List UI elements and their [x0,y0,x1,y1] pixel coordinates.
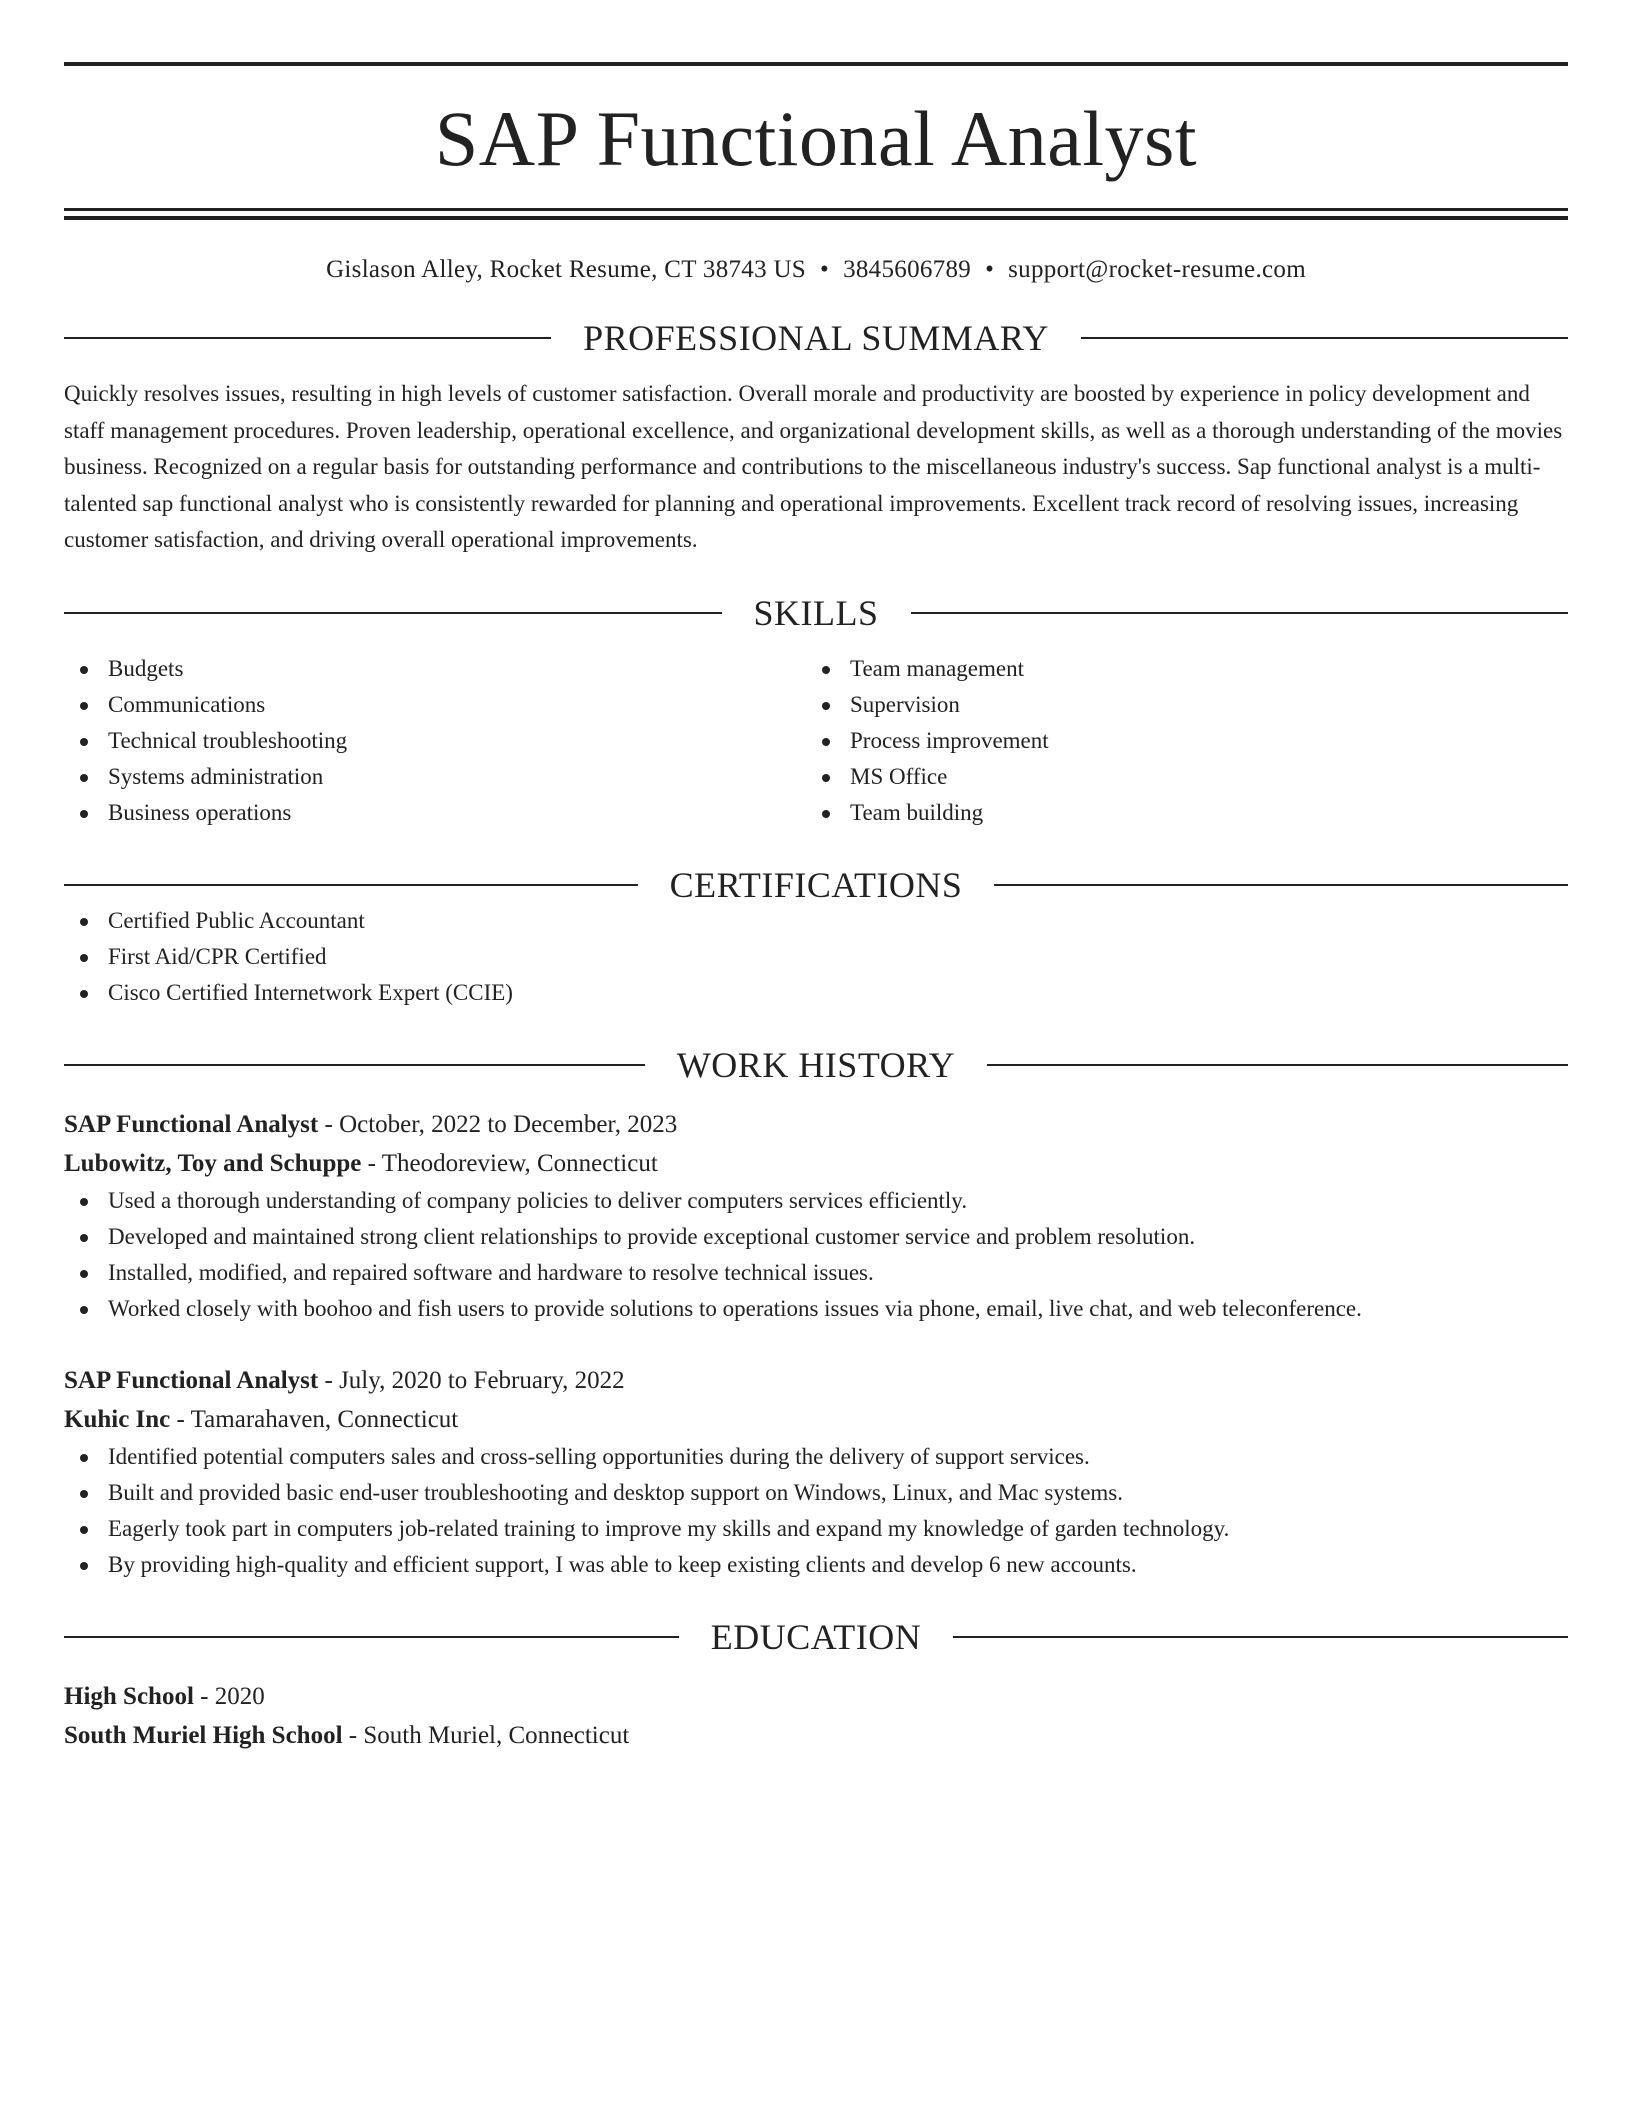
divider-line [911,612,1569,614]
contact-line [64,256,1568,284]
divider-line [64,337,551,339]
contact-separator: • [820,256,830,283]
dash: - [318,1110,340,1138]
certification-item: Certified Public Accountant [64,903,1568,939]
divider-line [987,1064,1568,1066]
divider-line [64,1064,645,1066]
work-history-heading [64,1044,1568,1085]
resume-title: SAP Functional Analyst [434,95,1198,182]
job-title-line [64,1105,1568,1144]
dash: - [342,1721,364,1749]
resume-page [64,62,1568,1755]
certification-item: First Aid/CPR Certified [64,939,1568,975]
dash: - [193,1682,215,1710]
education-degree: High School [64,1682,194,1710]
skill-item: Technical troubleshooting [64,723,806,759]
dash: - [170,1405,191,1433]
divider-line [64,612,722,614]
job-duty-item: Built and provided basic end-user troubleshooting and desktop support on Windows, Linux, and Mac systems. [64,1475,1568,1511]
section-title: PROFESSIONAL SUMMARY [583,318,1049,358]
skills-grid [64,651,1568,831]
skill-item: Team building [806,795,1548,831]
divider-line [1081,337,1568,339]
skill-item: Business operations [64,795,806,831]
skills-list-right [806,651,1548,831]
skill-item: MS Office [806,759,1548,795]
skill-item: Process improvement [806,723,1548,759]
job-dates: October, 2022 to December, 2023 [339,1110,678,1138]
section-title: SKILLS [753,592,879,633]
education-degree-line [64,1677,1568,1716]
contact-address: Gislason Alley, Rocket Resume, CT 38743 US [326,256,807,283]
job-entry [64,1105,1568,1327]
contact-email: support@rocket-resume.com [1008,256,1306,283]
job-company-line [64,1144,1568,1183]
contact-phone: 3845606789 [843,256,972,283]
job-duty-item: Developed and maintained strong client relationships to provide exceptional customer service and problem resolution. [64,1219,1568,1255]
divider-line [953,1636,1568,1638]
divider-line [64,884,638,886]
job-duty-item: Installed, modified, and repaired software and hardware to resolve technical issues. [64,1255,1568,1291]
job-title-line [64,1361,1568,1400]
job-duty-item: Used a thorough understanding of company policies to deliver computers services efficiently. [64,1183,1568,1219]
job-location: Theodoreview, Connecticut [381,1149,658,1177]
skill-item: Communications [64,687,806,723]
job-dates: July, 2020 to February, 2022 [339,1366,625,1394]
divider-line [994,884,1568,886]
header-double-rule [64,208,1568,220]
job-company-line [64,1400,1568,1439]
job-duty-item: Worked closely with boohoo and fish users to provide solutions to operations issues via phone, email, live chat, and web teleconference. [64,1291,1568,1327]
education-location: South Muriel, Connecticut [363,1721,630,1749]
education-heading [64,1616,1568,1657]
job-location: Tamarahaven, Connecticut [190,1405,459,1433]
job-duties-list [64,1183,1568,1327]
education-year: 2020 [214,1682,265,1710]
education-school: South Muriel High School [64,1721,343,1749]
contact-separator: • [985,256,995,283]
job-title: SAP Functional Analyst [64,1110,319,1138]
certifications-heading [64,864,1568,905]
header-top-rule [64,62,1568,66]
education-school-line [64,1716,1568,1755]
skill-item: Systems administration [64,759,806,795]
job-entry [64,1361,1568,1583]
skills-heading [64,592,1568,633]
job-title: SAP Functional Analyst [64,1366,319,1394]
certifications-list [64,903,1568,1011]
job-company: Lubowitz, Toy and Schuppe [64,1149,362,1177]
dash: - [318,1366,340,1394]
certification-item: Cisco Certified Internetwork Expert (CCIE) [64,975,1568,1011]
section-title: WORK HISTORY [676,1044,956,1085]
job-duty-item: Eagerly took part in computers job-related training to improve my skills and expand my knowledge of garden technology. [64,1511,1568,1547]
summary-text: Quickly resolves issues, resulting in high levels of customer satisfaction. Overall morale and productivity are boosted by experience in policy development and staff management procedures. Proven leadership, operational excellence, and organizational development skills, as well as a thorough understanding of the movies business. Recognized on a regular basis for outstanding performance and contributions to the miscellaneous industry's success. Sap functional analyst is a multi-talented sap functional analyst who is consistently rewarded for planning and operational improvements. Excellent track record of resolving issues, increasing customer satisfaction, and driving overall operational improvements. [64,381,1563,552]
skill-item: Team management [806,651,1548,687]
summary-heading [64,320,1568,356]
job-duties-list [64,1439,1568,1583]
skill-item: Supervision [806,687,1548,723]
education-entry [64,1677,1568,1755]
job-company: Kuhic Inc [64,1405,171,1433]
job-duty-item: Identified potential computers sales and cross-selling opportunities during the delivery of support services. [64,1439,1568,1475]
divider-line [64,1636,679,1638]
skills-list-left [64,651,806,831]
skill-item: Budgets [64,651,806,687]
dash: - [361,1149,382,1177]
section-title: CERTIFICATIONS [669,864,963,905]
job-duty-item: By providing high-quality and efficient support, I was able to keep existing clients and develop 6 new accounts. [64,1547,1568,1583]
section-title: EDUCATION [710,1616,922,1657]
